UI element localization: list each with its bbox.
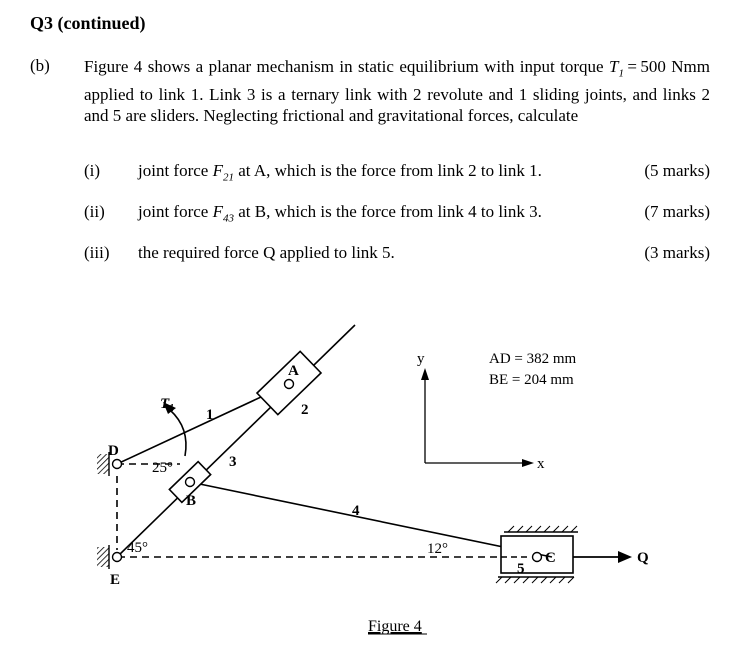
question-number: (iii) [84,243,110,262]
link-2-label: 2 [301,402,309,418]
question-number: (i) [84,161,101,180]
link-3-label: 3 [229,454,237,470]
force-q-arrow [573,551,632,563]
link-3 [117,325,355,557]
joints [113,380,542,562]
figure-caption: Figure 4 [368,618,422,635]
question-marks: (5 marks) [644,161,710,180]
axis-x-label: x [537,456,545,472]
question-number: (ii) [84,202,105,221]
angle-c-label: 12° [427,541,448,557]
question-marks: (7 marks) [644,202,710,221]
point-c-label: C [545,550,556,566]
dimension-be: BE = 204 mm [489,372,574,388]
point-a-label: A [288,363,299,379]
question-heading: Q3 (continued) [30,13,146,33]
question-text: joint force $F_{21}$ at A, which is the force from link 2 to link 1. [138,161,542,184]
joint-e [113,553,122,562]
joint-a [285,380,294,389]
link-4 [190,482,537,554]
angle-e-label: 45° [127,540,148,556]
point-e-label: E [110,572,121,588]
link-5-label: 5 [517,561,525,577]
torque-label: $T_1$ [160,396,175,414]
joint-d [113,460,122,469]
angle-d-label: 25° [152,460,173,476]
axis-y-label: y [417,351,425,367]
point-d-label: D [108,443,119,459]
question-text: the required force Q applied to link 5. [138,243,395,262]
link-4-label: 4 [352,503,360,519]
point-b-label: B [186,493,197,509]
question-marks: (3 marks) [644,243,710,262]
joint-b [186,478,195,487]
intro-paragraph: Figure 4 shows a planar mechanism in static equilibrium with input torque $T_1 = 500$ Nmm applied to link 1. Link 3 is a ternary link with 2 revolute and 1 sliding joints, and links 2 and 5 are sliders. Neglecting frictional and gravitational forces, calculate [84,57,710,126]
part-label: (b) [30,56,50,75]
figure-labels [127,351,577,557]
ground-e [97,545,109,569]
question-text: joint force $F_{43}$ at B, which is the force from link 4 to link 3. [138,202,542,225]
dimension-ad: AD = 382 mm [489,351,577,367]
joint-c [533,553,542,562]
link-1-label: 1 [206,407,214,423]
force-q-label: Q [637,550,649,566]
